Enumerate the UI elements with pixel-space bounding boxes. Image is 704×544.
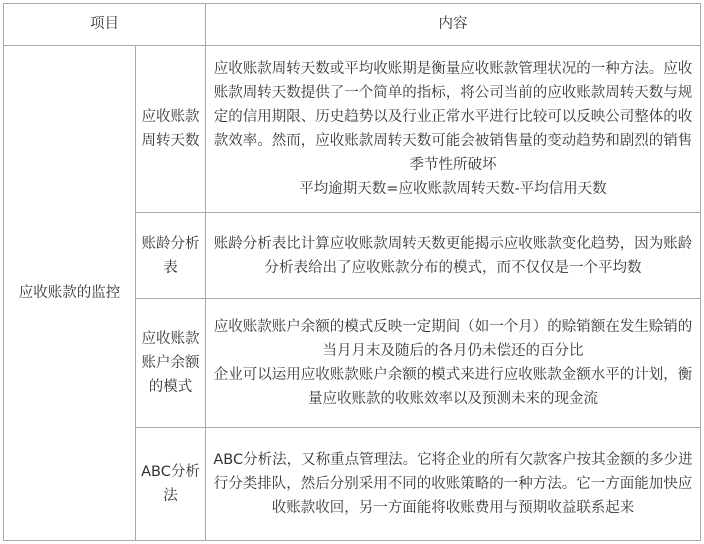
content-paragraph: ABC分析法，又称重点管理法。它将企业的所有欠款客户按其金额的多少进行分类排队，然后分别采用不同的收账策略的一种方法。它一方面能加快应收账款收回，另一方面能将收账费用与预期收益联系起来 xyxy=(213,452,693,517)
content-paragraph: 应收账款周转天数或平均收账期是衡量应收账款管理状况的一种方法。应收账款周转天数提供了一个简单的指标，将公司当前的应收账款周转天数与规定的信用期限、历史趋势以及行业正常水平进行比较可以反映公司整体的收款效率。然而，应收账款周转天数可能会被销售量的变动趋势和剧烈的销售季节性所破坏 xyxy=(213,60,693,173)
row-content-cell xyxy=(206,299,701,428)
row-name-cell: 应收账款账户余额的模式 xyxy=(136,299,206,428)
row-content-cell xyxy=(206,213,701,299)
row-content-cell xyxy=(206,45,701,212)
header-item: 项目 xyxy=(4,4,206,46)
table-header-row xyxy=(4,4,701,46)
row-name-cell: ABC分析法 xyxy=(136,428,206,541)
header-content: 内容 xyxy=(206,4,701,46)
row-name-cell: 应收账款周转天数 xyxy=(136,45,206,212)
row-name-cell: 账龄分析表 xyxy=(136,213,206,299)
content-paragraph: 企业可以运用应收账款账户余额的模式来进行应收账款金额水平的计划，衡量应收账款的收账效率以及预测未来的现金流 xyxy=(213,367,693,408)
content-paragraph: 应收账款账户余额的模式反映一定期间（如一个月）的赊销额在发生赊销的当月月末及随后的各月仍未偿还的百分比 xyxy=(213,319,693,360)
row-content-cell xyxy=(206,428,701,541)
content-paragraph: 平均逾期天数=应收账款周转天数-平均信用天数 xyxy=(299,180,607,197)
category-cell: 应收账款的监控 xyxy=(4,45,136,540)
monitoring-table xyxy=(3,3,701,541)
content-paragraph: 账龄分析表比计算应收账款周转天数更能揭示应收账款变化趋势，因为账龄分析表给出了应收账款分布的模式，而不仅仅是一个平均数 xyxy=(213,235,693,276)
table-row xyxy=(4,45,701,212)
